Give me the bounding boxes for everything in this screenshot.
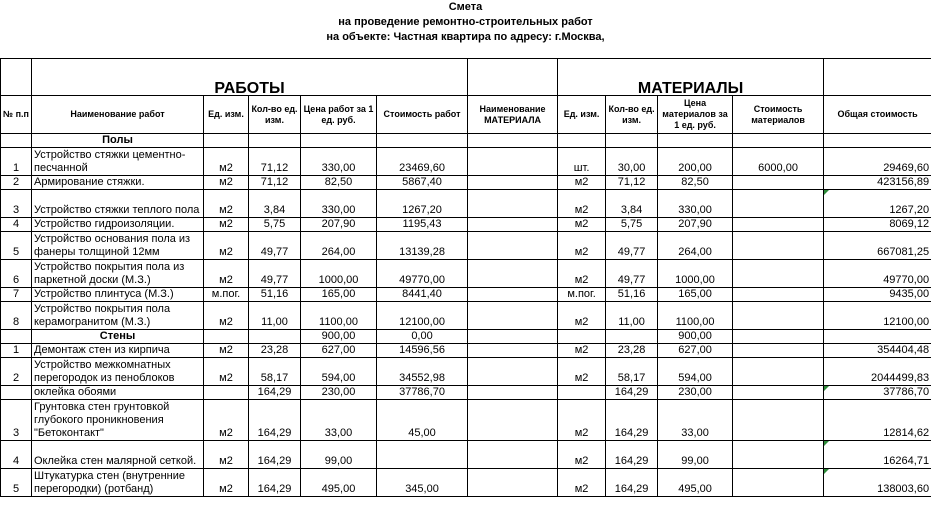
- cell-total[interactable]: 8069,12: [824, 218, 931, 232]
- cell-total[interactable]: 29469,60: [824, 148, 931, 176]
- table-row: [1, 441, 931, 469]
- cell-mat-unit[interactable]: м2: [558, 232, 606, 260]
- section-row: [1, 134, 931, 148]
- cell-mat-cost[interactable]: [733, 330, 824, 344]
- cell-total[interactable]: [824, 134, 931, 148]
- cell-num[interactable]: 3: [1, 190, 32, 218]
- cell-mat-qty[interactable]: 49,77: [606, 260, 658, 288]
- table-row: [1, 288, 931, 302]
- cell-cost[interactable]: 14596,56: [377, 344, 468, 358]
- cell-mat-unit[interactable]: [558, 330, 606, 344]
- cell-price[interactable]: 900,00: [301, 330, 377, 344]
- table-row: [1, 260, 931, 288]
- col-header-qty[interactable]: Кол-во ед. изм.: [249, 96, 301, 134]
- table-row: [1, 232, 931, 260]
- cell-work-name[interactable]: Устройство покрытия пола керамогранитом (М.З.): [32, 302, 204, 330]
- col-header-mat-name[interactable]: Наименование МАТЕРИАЛА: [468, 96, 558, 134]
- cell-total[interactable]: [824, 330, 931, 344]
- empty-cell: [468, 59, 558, 96]
- cell-mat-unit[interactable]: [558, 386, 606, 400]
- cell-total[interactable]: 12814,62: [824, 400, 931, 441]
- sheet-title: Смета: [448, 1, 483, 13]
- cell-total[interactable]: 12100,00: [824, 302, 931, 330]
- cell-mat-qty[interactable]: 164,29: [606, 400, 658, 441]
- cell-mat-qty[interactable]: 71,12: [606, 176, 658, 190]
- cell-mat-cost[interactable]: [733, 232, 824, 260]
- cell-qty[interactable]: 164,29: [249, 386, 301, 400]
- cell-price[interactable]: 1100,00: [301, 302, 377, 330]
- empty-cell: [824, 59, 931, 96]
- cell-qty[interactable]: 11,00: [249, 302, 301, 330]
- cell-unit[interactable]: м2: [204, 358, 249, 386]
- cell-mat-cost[interactable]: [733, 302, 824, 330]
- cell-unit[interactable]: м2: [204, 232, 249, 260]
- cell-mat-price[interactable]: 165,00: [658, 288, 733, 302]
- cell-mat-qty[interactable]: 164,29: [606, 386, 658, 400]
- cell-mat-unit[interactable]: м2: [558, 218, 606, 232]
- cell-price[interactable]: 330,00: [301, 190, 377, 218]
- col-header-mat-cost[interactable]: Стоимость материалов: [733, 96, 824, 134]
- cell-price[interactable]: 82,50: [301, 176, 377, 190]
- table-row: [1, 176, 931, 190]
- cell-unit[interactable]: м2: [204, 469, 249, 497]
- cell-mat-cost[interactable]: [733, 190, 824, 218]
- cell-unit[interactable]: м2: [204, 218, 249, 232]
- cell-unit[interactable]: м2: [204, 260, 249, 288]
- cell-mat-cost[interactable]: [733, 176, 824, 190]
- cell-price[interactable]: 207,90: [301, 218, 377, 232]
- cell-mat-name[interactable]: [468, 441, 558, 469]
- cell-mat-cost[interactable]: [733, 441, 824, 469]
- cell-work-name[interactable]: Устройство гидроизоляции.: [32, 218, 204, 232]
- cell-qty[interactable]: 164,29: [249, 469, 301, 497]
- cell-unit[interactable]: [204, 386, 249, 400]
- cell-unit[interactable]: м2: [204, 302, 249, 330]
- cell-cost[interactable]: 0,00: [377, 330, 468, 344]
- cell-mat-name[interactable]: [468, 260, 558, 288]
- cell-mat-price[interactable]: 200,00: [658, 148, 733, 176]
- cell-mat-cost[interactable]: [733, 400, 824, 441]
- cell-mat-unit[interactable]: м2: [558, 400, 606, 441]
- cell-num[interactable]: 4: [1, 441, 32, 469]
- cell-work-name[interactable]: Армирование стяжки.: [32, 176, 204, 190]
- cell-qty[interactable]: [249, 134, 301, 148]
- cell-work-name[interactable]: Устройство основания пола из фанеры толщиной 12мм: [32, 232, 204, 260]
- cell-mat-qty[interactable]: 49,77: [606, 232, 658, 260]
- materials-section-header: МАТЕРИАЛЫ: [558, 59, 824, 96]
- col-header-mat-price[interactable]: Цена материалов за 1 ед. руб.: [658, 96, 733, 134]
- col-header-work-name[interactable]: Наименование работ: [32, 96, 204, 134]
- cell-cost[interactable]: 45,00: [377, 400, 468, 441]
- cell-mat-price[interactable]: 1100,00: [658, 302, 733, 330]
- cell-total[interactable]: 1267,20: [824, 190, 931, 218]
- cell-mat-name[interactable]: [468, 288, 558, 302]
- cell-mat-price[interactable]: 82,50: [658, 176, 733, 190]
- cell-mat-unit[interactable]: [558, 134, 606, 148]
- cell-cost[interactable]: [377, 134, 468, 148]
- cell-num[interactable]: 4: [1, 218, 32, 232]
- cell-qty[interactable]: [249, 330, 301, 344]
- cell-num[interactable]: [1, 134, 32, 148]
- cell-mat-qty[interactable]: 164,29: [606, 469, 658, 497]
- col-header-num[interactable]: № п.п: [1, 96, 32, 134]
- cell-cost[interactable]: 1267,20: [377, 190, 468, 218]
- cell-mat-qty[interactable]: 5,75: [606, 218, 658, 232]
- col-header-price[interactable]: Цена работ за 1 ед. руб.: [301, 96, 377, 134]
- cell-mat-name[interactable]: [468, 469, 558, 497]
- cell-mat-name[interactable]: [468, 344, 558, 358]
- cell-mat-unit[interactable]: м2: [558, 469, 606, 497]
- cell-unit[interactable]: м2: [204, 148, 249, 176]
- cell-mat-unit[interactable]: м2: [558, 441, 606, 469]
- cell-qty[interactable]: 23,28: [249, 344, 301, 358]
- cell-work-name[interactable]: Демонтаж стен из кирпича: [32, 344, 204, 358]
- cell-qty[interactable]: 164,29: [249, 441, 301, 469]
- cell-mat-qty[interactable]: 23,28: [606, 344, 658, 358]
- col-header-cost[interactable]: Стоимость работ: [377, 96, 468, 134]
- cell-num[interactable]: 8: [1, 302, 32, 330]
- cell-price[interactable]: 264,00: [301, 232, 377, 260]
- cell-mat-name[interactable]: [468, 190, 558, 218]
- cell-mat-cost[interactable]: [733, 344, 824, 358]
- cell-total[interactable]: 354404,48: [824, 344, 931, 358]
- cell-cost[interactable]: 13139,28: [377, 232, 468, 260]
- cell-num[interactable]: 2: [1, 176, 32, 190]
- cell-mat-qty[interactable]: 11,00: [606, 302, 658, 330]
- cell-num[interactable]: 5: [1, 469, 32, 497]
- cell-work-name[interactable]: Грунтовка стен грунтовкой глубокого проникновения "Бетоконтакт": [32, 400, 204, 441]
- cell-mat-name[interactable]: [468, 400, 558, 441]
- cell-cost[interactable]: 12100,00: [377, 302, 468, 330]
- cell-unit[interactable]: м2: [204, 441, 249, 469]
- cell-mat-cost[interactable]: 6000,00: [733, 148, 824, 176]
- cell-mat-name[interactable]: [468, 302, 558, 330]
- cell-mat-name[interactable]: [468, 176, 558, 190]
- cell-num[interactable]: 1: [1, 344, 32, 358]
- cell-mat-price[interactable]: 99,00: [658, 441, 733, 469]
- cell-mat-name[interactable]: [468, 134, 558, 148]
- cell-price[interactable]: 495,00: [301, 469, 377, 497]
- cell-unit[interactable]: м2: [204, 400, 249, 441]
- cell-mat-unit[interactable]: м2: [558, 344, 606, 358]
- table-row: [1, 400, 931, 441]
- cell-mat-qty[interactable]: 3,84: [606, 190, 658, 218]
- cell-mat-qty[interactable]: 30,00: [606, 148, 658, 176]
- works-section-header: РАБОТЫ: [32, 59, 468, 96]
- cell-work-name[interactable]: Устройство плинтуса (М.З.): [32, 288, 204, 302]
- cell-mat-qty[interactable]: 58,17: [606, 358, 658, 386]
- cell-mat-price[interactable]: 207,90: [658, 218, 733, 232]
- cell-num[interactable]: 1: [1, 148, 32, 176]
- cell-work-name[interactable]: Устройство стяжки цементно-песчанной: [32, 148, 204, 176]
- cell-work-name[interactable]: Штукатурка стен (внутренние перегородки) (ротбанд): [32, 469, 204, 497]
- cell-qty[interactable]: 49,77: [249, 232, 301, 260]
- cell-num[interactable]: 2: [1, 358, 32, 386]
- table-row: [1, 190, 931, 218]
- cell-mat-name[interactable]: [468, 232, 558, 260]
- cell-work-name[interactable]: Полы: [32, 134, 204, 148]
- cell-price[interactable]: 330,00: [301, 148, 377, 176]
- cell-qty[interactable]: 5,75: [249, 218, 301, 232]
- table-row: [1, 344, 931, 358]
- cell-mat-cost[interactable]: [733, 469, 824, 497]
- cell-num[interactable]: [1, 330, 32, 344]
- cell-mat-price[interactable]: 33,00: [658, 400, 733, 441]
- cell-unit[interactable]: [204, 330, 249, 344]
- cell-qty[interactable]: 49,77: [249, 260, 301, 288]
- cell-mat-qty[interactable]: 164,29: [606, 441, 658, 469]
- cell-total[interactable]: 138003,60: [824, 469, 931, 497]
- cell-cost[interactable]: 34552,98: [377, 358, 468, 386]
- cell-qty[interactable]: 71,12: [249, 148, 301, 176]
- estimate-table: [0, 58, 931, 497]
- cell-total[interactable]: 16264,71: [824, 441, 931, 469]
- cell-num[interactable]: 3: [1, 400, 32, 441]
- cell-price[interactable]: 99,00: [301, 441, 377, 469]
- cell-unit[interactable]: м2: [204, 176, 249, 190]
- cell-mat-unit[interactable]: м.пог.: [558, 288, 606, 302]
- cell-num[interactable]: 6: [1, 260, 32, 288]
- cell-mat-unit[interactable]: м2: [558, 190, 606, 218]
- cell-price[interactable]: 33,00: [301, 400, 377, 441]
- cell-mat-price[interactable]: [658, 134, 733, 148]
- cell-mat-cost[interactable]: [733, 358, 824, 386]
- cell-cost[interactable]: 23469,60: [377, 148, 468, 176]
- cell-unit[interactable]: м2: [204, 344, 249, 358]
- cell-mat-unit[interactable]: м2: [558, 260, 606, 288]
- cell-total[interactable]: 2044499,83: [824, 358, 931, 386]
- cell-work-name[interactable]: Устройство межкомнатных перегородок из пеноблоков: [32, 358, 204, 386]
- col-header-unit[interactable]: Ед. изм.: [204, 96, 249, 134]
- cell-mat-cost[interactable]: [733, 218, 824, 232]
- section-row: [1, 330, 931, 344]
- cell-price[interactable]: [301, 134, 377, 148]
- cell-price[interactable]: 1000,00: [301, 260, 377, 288]
- cell-mat-name[interactable]: [468, 358, 558, 386]
- cell-cost[interactable]: 8441,40: [377, 288, 468, 302]
- cell-cost[interactable]: [377, 441, 468, 469]
- cell-mat-price[interactable]: 627,00: [658, 344, 733, 358]
- table-row: [1, 148, 931, 176]
- cell-mat-qty[interactable]: 51,16: [606, 288, 658, 302]
- cell-total[interactable]: 49770,00: [824, 260, 931, 288]
- cell-mat-price[interactable]: 230,00: [658, 386, 733, 400]
- cell-num[interactable]: 5: [1, 232, 32, 260]
- cell-num[interactable]: 7: [1, 288, 32, 302]
- sheet-object: на объекте: Частная квартира по адресу: г.Москва,: [326, 31, 605, 43]
- cell-cost[interactable]: 49770,00: [377, 260, 468, 288]
- sheet-subtitle: на проведение ремонтно-строительных работ: [338, 16, 593, 28]
- cell-total[interactable]: 37786,70: [824, 386, 931, 400]
- cell-mat-name[interactable]: [468, 330, 558, 344]
- cell-cost[interactable]: 1195,43: [377, 218, 468, 232]
- cell-price[interactable]: 627,00: [301, 344, 377, 358]
- cell-mat-price[interactable]: 495,00: [658, 469, 733, 497]
- cell-unit[interactable]: м.пог.: [204, 288, 249, 302]
- cell-work-name[interactable]: Стены: [32, 330, 204, 344]
- cell-total[interactable]: 423156,89: [824, 176, 931, 190]
- cell-mat-name[interactable]: [468, 218, 558, 232]
- cell-mat-qty[interactable]: [606, 134, 658, 148]
- cell-mat-cost[interactable]: [733, 134, 824, 148]
- cell-qty[interactable]: 58,17: [249, 358, 301, 386]
- cell-mat-price[interactable]: 900,00: [658, 330, 733, 344]
- cell-mat-price[interactable]: 330,00: [658, 190, 733, 218]
- cell-mat-unit[interactable]: м2: [558, 176, 606, 190]
- col-header-mat-qty[interactable]: Кол-во ед. изм.: [606, 96, 658, 134]
- cell-work-name[interactable]: Устройство стяжки теплого пола: [32, 190, 204, 218]
- cell-mat-price[interactable]: 264,00: [658, 232, 733, 260]
- cell-work-name[interactable]: оклейка обоями: [32, 386, 204, 400]
- cell-price[interactable]: 165,00: [301, 288, 377, 302]
- cell-qty[interactable]: 51,16: [249, 288, 301, 302]
- cell-qty[interactable]: 71,12: [249, 176, 301, 190]
- cell-mat-cost[interactable]: [733, 260, 824, 288]
- cell-mat-price[interactable]: 594,00: [658, 358, 733, 386]
- cell-qty[interactable]: 164,29: [249, 400, 301, 441]
- col-header-total[interactable]: Общая стоимость: [824, 96, 931, 134]
- empty-cell: [1, 59, 32, 96]
- cell-mat-unit[interactable]: шт.: [558, 148, 606, 176]
- table-row: [1, 386, 931, 400]
- cell-work-name[interactable]: Устройство покрытия пола из паркетной доски (М.З.): [32, 260, 204, 288]
- cell-mat-unit[interactable]: м2: [558, 358, 606, 386]
- col-header-mat-unit[interactable]: Ед. изм.: [558, 96, 606, 134]
- cell-total[interactable]: 9435,00: [824, 288, 931, 302]
- cell-cost[interactable]: 5867,40: [377, 176, 468, 190]
- cell-qty[interactable]: 3,84: [249, 190, 301, 218]
- cell-price[interactable]: 594,00: [301, 358, 377, 386]
- cell-cost[interactable]: 345,00: [377, 469, 468, 497]
- table-row: [1, 469, 931, 497]
- table-row: [1, 218, 931, 232]
- cell-mat-name[interactable]: [468, 148, 558, 176]
- cell-work-name[interactable]: Оклейка стен малярной сеткой.: [32, 441, 204, 469]
- cell-mat-name[interactable]: [468, 386, 558, 400]
- cell-num[interactable]: [1, 386, 32, 400]
- cell-unit[interactable]: м2: [204, 190, 249, 218]
- cell-mat-price[interactable]: 1000,00: [658, 260, 733, 288]
- cell-cost[interactable]: 37786,70: [377, 386, 468, 400]
- cell-total[interactable]: 667081,25: [824, 232, 931, 260]
- cell-mat-qty[interactable]: [606, 330, 658, 344]
- table-row: [1, 302, 931, 330]
- cell-mat-cost[interactable]: [733, 288, 824, 302]
- cell-mat-cost[interactable]: [733, 386, 824, 400]
- cell-mat-unit[interactable]: м2: [558, 302, 606, 330]
- cell-price[interactable]: 230,00: [301, 386, 377, 400]
- table-row: [1, 358, 931, 386]
- cell-unit[interactable]: [204, 134, 249, 148]
